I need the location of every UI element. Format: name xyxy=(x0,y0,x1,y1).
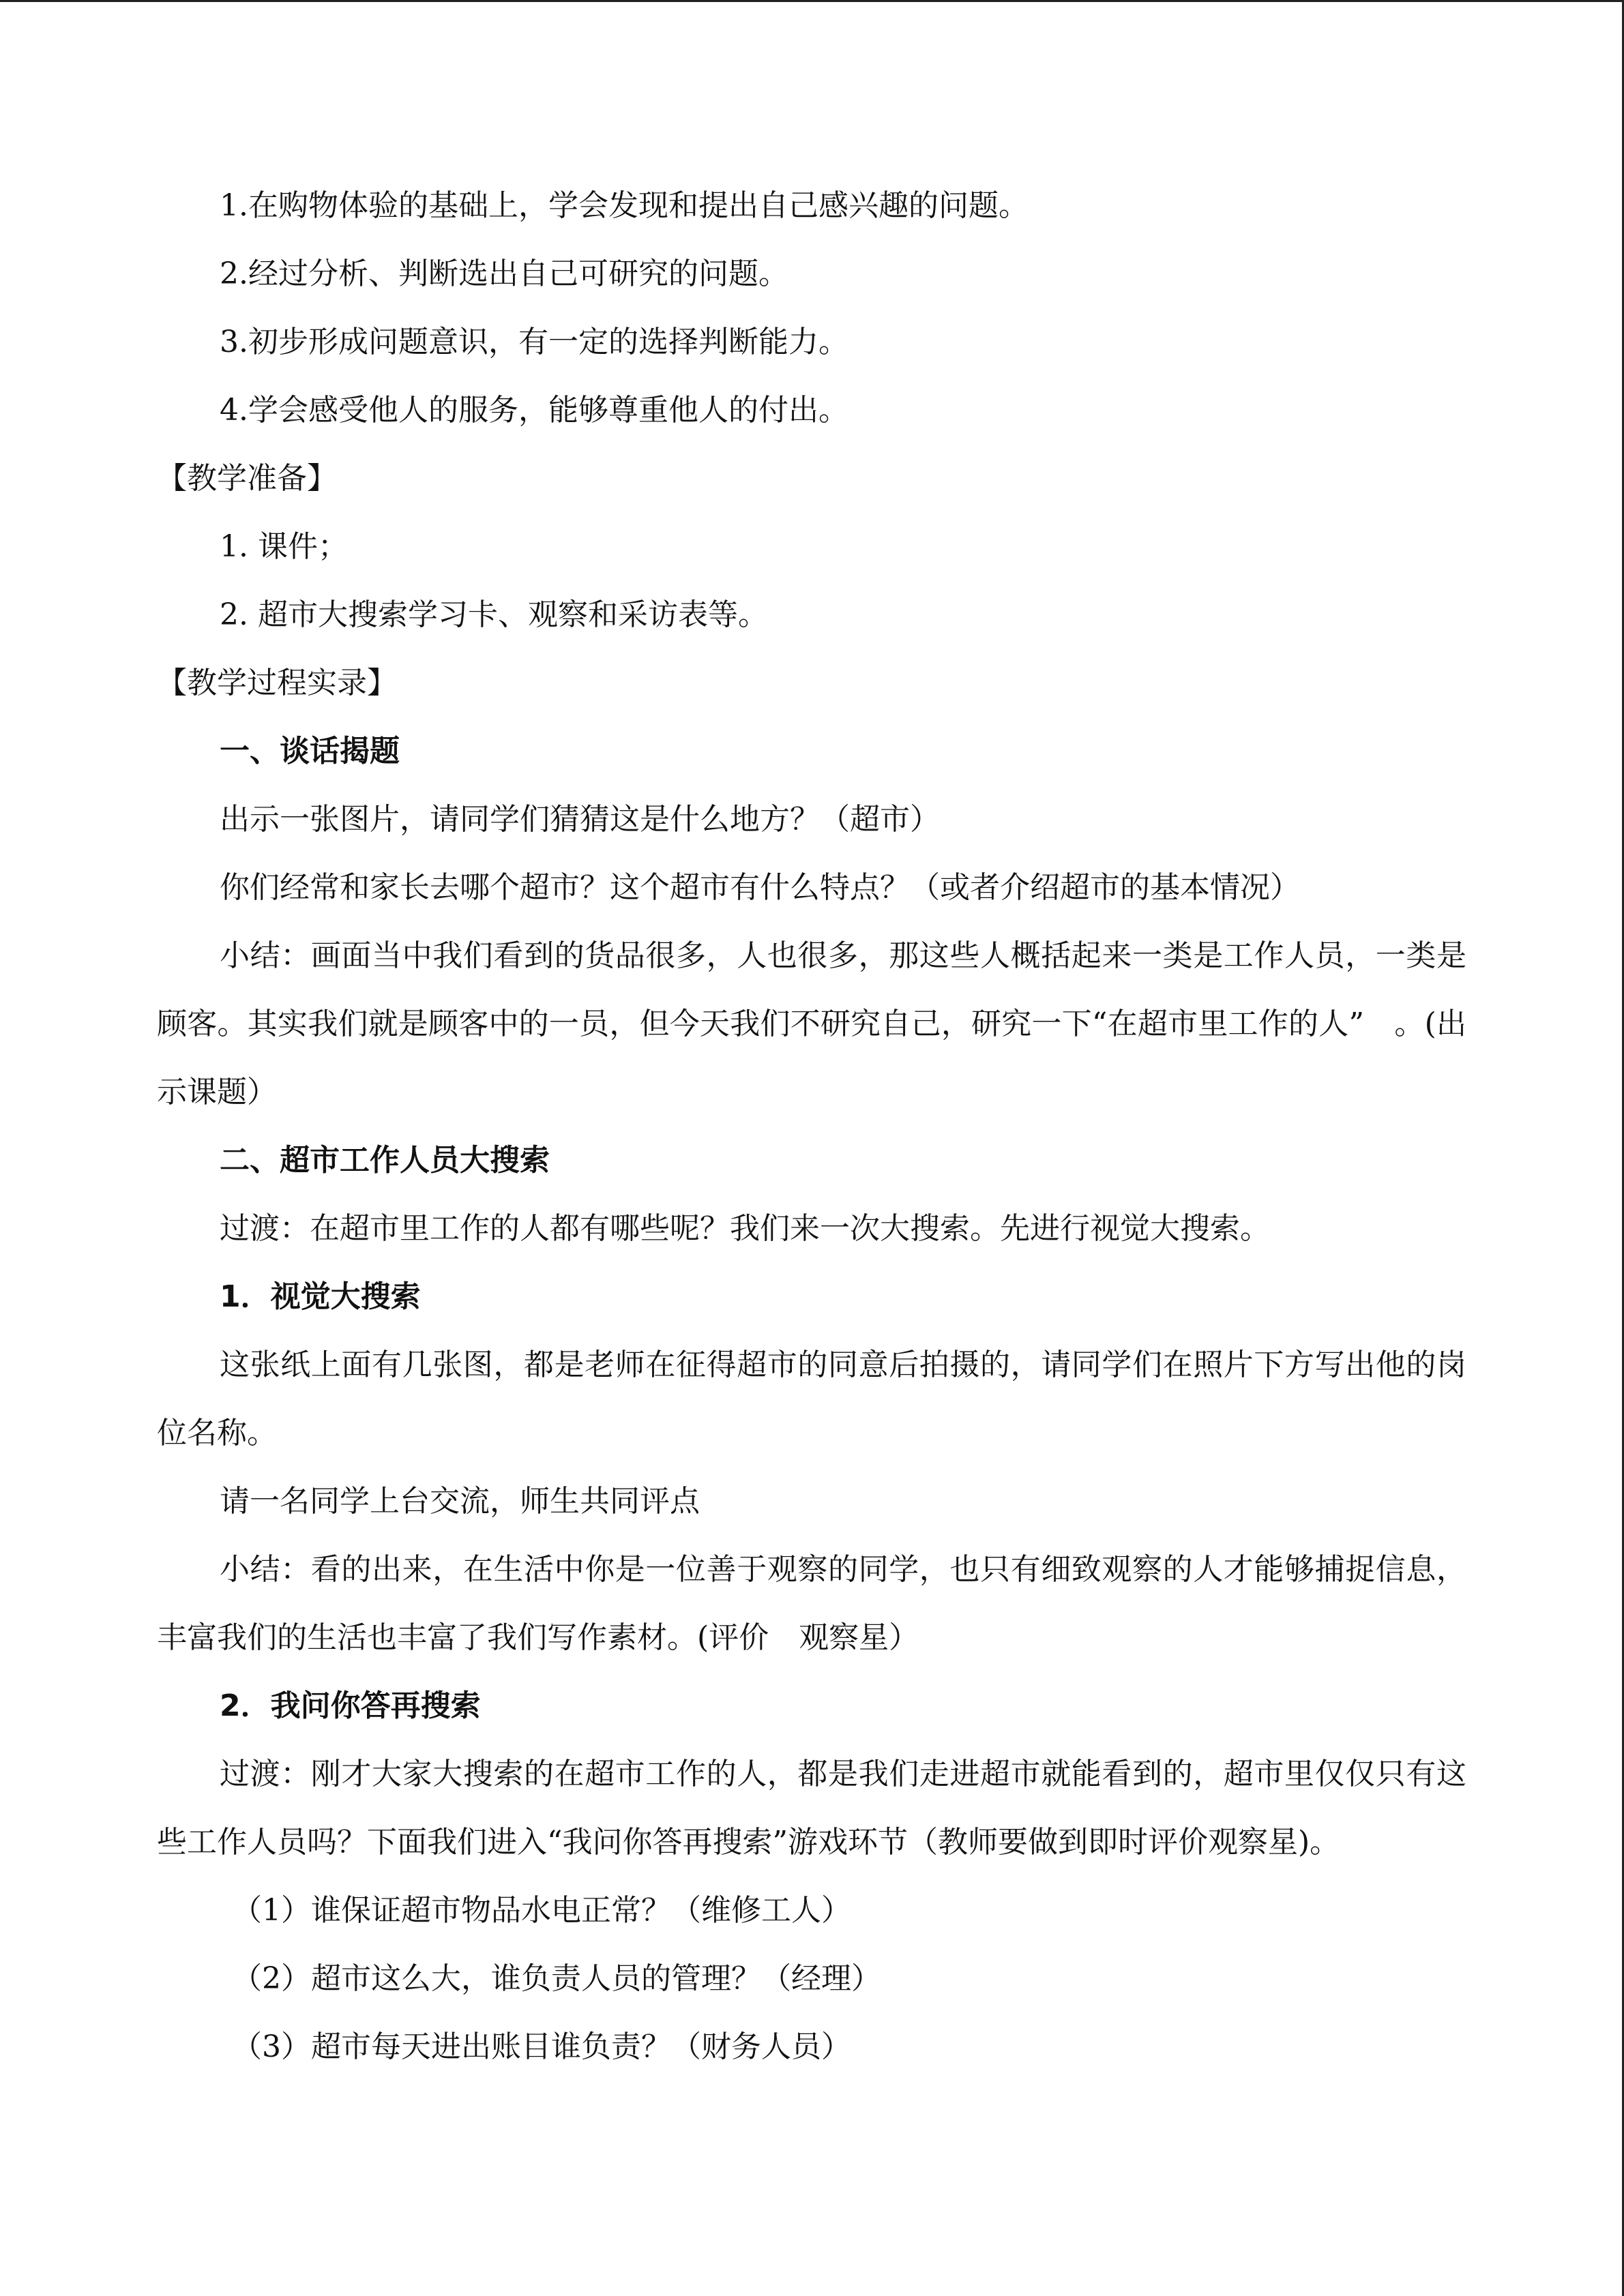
prep-item-1: 1. 课件； xyxy=(220,529,348,564)
prep-item-2: 2. 超市大搜索学习卡、观察和采访表等。 xyxy=(220,597,768,632)
objective-4: 4.学会感受他人的服务，能够尊重他人的付出。 xyxy=(220,393,848,428)
objective-3: 3.初步形成问题意识，有一定的选择判断能力。 xyxy=(220,325,848,359)
objective-2: 2.经过分析、判断选出自己可研究的问题。 xyxy=(220,256,788,291)
prep-heading: 【教学准备】 xyxy=(157,461,337,496)
part1-summary: 小结：画面当中我们看到的货品很多，人也很多，那这些人概括起来一类是工作人员，一类是顾客。其实我们就是顾客中的一员，但今天我们不研究自己，研究一下“在超市里工作的人” 。(出示课题） xyxy=(157,938,1466,1109)
sub1-summary: 小结：看的出来，在生活中你是一位善于观察的同学，也只有细致观察的人才能够捕捉信息，丰富我们的生活也丰富了我们写作素材。(评价 观察星） xyxy=(157,1552,1466,1655)
question-3: （3）超市每天进出账目谁负责？（财务人员） xyxy=(232,2029,851,2064)
question-1: （1）谁保证超市物品水电正常？（维修工人） xyxy=(232,1893,851,1928)
part1-paragraph-1: 出示一张图片，请同学们猜猜这是什么地方？（超市） xyxy=(220,802,940,837)
part1-paragraph-2: 你们经常和家长去哪个超市？这个超市有什么特点？（或者介绍超市的基本情况） xyxy=(220,870,1300,905)
process-heading: 【教学过程实录】 xyxy=(157,666,397,700)
question-2: （2）超市这么大，谁负责人员的管理？（经理） xyxy=(232,1961,881,1996)
document-body xyxy=(157,172,1466,2081)
sub2-heading: 2．我问你答再搜索 xyxy=(220,1688,481,1723)
sub1-heading: 1．视觉大搜索 xyxy=(220,1279,421,1314)
sub2-transition: 过渡：刚才大家大搜索的在超市工作的人，都是我们走进超市就能看到的，超市里仅仅只有这些工作人员吗？下面我们进入“我问你答再搜索”游戏环节（教师要做到即时评价观察星)。 xyxy=(157,1757,1466,1860)
sub1-paragraph-1: 这张纸上面有几张图，都是老师在征得超市的同意后拍摄的，请同学们在照片下方写出他的岗位名称。 xyxy=(157,1347,1466,1450)
page-border-top xyxy=(0,0,1624,2)
part2-transition: 过渡：在超市里工作的人都有哪些呢？我们来一次大搜索。先进行视觉大搜索。 xyxy=(220,1211,1270,1246)
sub1-paragraph-2: 请一名同学上台交流，师生共同评点 xyxy=(220,1484,700,1519)
objective-1: 1.在购物体验的基础上，学会发现和提出自己感兴趣的问题。 xyxy=(220,188,1029,223)
part2-heading: 二、超市工作人员大搜索 xyxy=(220,1143,550,1178)
part1-heading: 一、谈话揭题 xyxy=(220,734,400,769)
